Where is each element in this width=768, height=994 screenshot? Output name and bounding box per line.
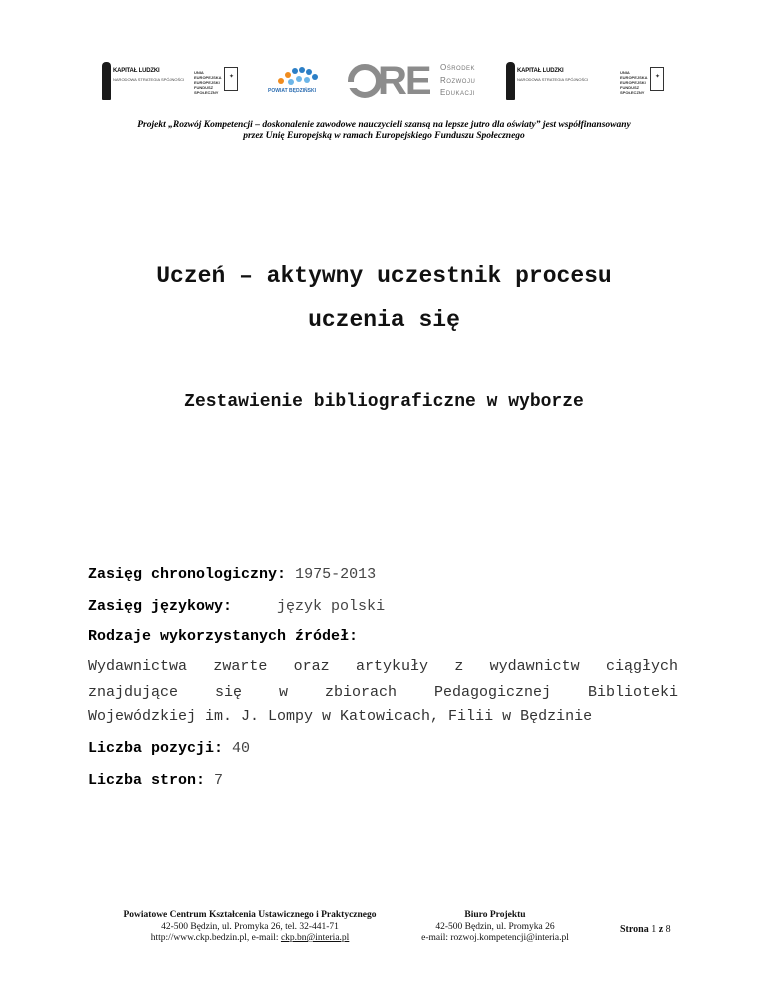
sources-line-2: znajdujące się w zbiorach Pedagogicznej Biblioteki: [88, 684, 678, 701]
header-logo-strip: [96, 60, 672, 108]
powiat-label: POWIAT BĘDZIŃSKI: [268, 88, 316, 94]
language-range: [88, 598, 678, 615]
chrono-label: Zasięg chronologiczny:: [88, 566, 287, 583]
title-line-2: uczenia się: [308, 307, 460, 333]
flame-icon: [102, 62, 111, 100]
footer-institution: Powiatowe Centrum Kształcenia Ustawicznego i Praktycznego: [123, 910, 377, 920]
footer-address: 42-500 Będzin, ul. Promyka 26, tel. 32-441-71: [161, 921, 339, 932]
pages-label: Liczba stron:: [88, 772, 206, 789]
count-label: Liczba pozycji:: [88, 740, 224, 757]
page-count: [88, 772, 678, 789]
eu-logo-text: UNIA EUROPEJSKA EUROPEJSKI FUNDUSZ SPOŁECZNY: [620, 70, 648, 95]
document-subtitle: Zestawienie bibliograficzne w wyborze: [184, 392, 584, 412]
ore-mark: RE: [378, 59, 430, 103]
project-info: [40, 120, 728, 142]
eu-logo-left: [194, 64, 238, 98]
footer-web: http://www.ckp.bedzin.pl, e-mail: ckp.bn@interia.pl: [150, 933, 350, 943]
ore-logo: [348, 59, 476, 104]
flame-icon: [506, 62, 515, 100]
chrono-value: 1975-2013: [295, 566, 377, 583]
kapital-ludzki-subtext: NARODOWA STRATEGIA SPÓJNOŚCI: [113, 77, 185, 82]
kapital-ludzki-logo-right: [506, 60, 589, 102]
lang-value: język polski: [277, 598, 386, 615]
eu-flag-icon: ✦: [224, 67, 238, 91]
sources-line-1: Wydawnictwa zwarte oraz artykuły z wydawnictw ciągłych: [88, 658, 678, 675]
footer-office-title: Biuro Projektu: [464, 910, 526, 920]
document-title: [60, 254, 708, 342]
kapital-ludzki-text: KAPITAŁ LUDZKI: [517, 68, 564, 74]
sources-line-3: Wojewódzkiej im. J. Lompy w Katowicach, Filii w Będzinie: [88, 708, 593, 725]
chronological-range: [88, 566, 678, 583]
footer-office-email: e-mail: rozwoj.kompetencji@interia.pl: [421, 933, 569, 943]
footer-office-address: 42-500 Będzin, ul. Promyka 26: [435, 921, 555, 932]
kapital-ludzki-text: KAPITAŁ LUDZKI: [113, 68, 160, 74]
ore-name: Ośrodek Rozwoju Edukacji: [440, 63, 476, 97]
item-count: [88, 740, 678, 757]
eu-logo-right: [620, 64, 664, 98]
eu-logo-text: UNIA EUROPEJSKA EUROPEJSKI FUNDUSZ SPOŁECZNY: [194, 70, 222, 95]
project-line-2: przez Unię Europejską w ramach Europejskiego Funduszu Społecznego: [243, 131, 525, 141]
eu-flag-icon: ✦: [650, 67, 664, 91]
sources-label: Rodzaje wykorzystanych źródeł:: [88, 628, 359, 645]
footer-email-link[interactable]: ckp.bn@interia.pl: [280, 933, 350, 943]
sources-heading: [88, 628, 678, 645]
title-line-1: Uczeń – aktywny uczestnik procesu: [156, 263, 612, 289]
page-indicator: Strona 1 z 8: [620, 924, 671, 935]
count-value: 40: [232, 740, 251, 757]
pages-value: 7: [214, 772, 224, 789]
kapital-ludzki-subtext: NARODOWA STRATEGIA SPÓJNOŚCI: [517, 77, 589, 82]
footer-middle: [400, 910, 590, 945]
kapital-ludzki-logo-left: [102, 60, 185, 102]
lang-label: Zasięg językowy:: [88, 598, 233, 615]
ore-circle-icon: [348, 64, 382, 98]
footer-left: [100, 910, 400, 945]
project-line-1: Projekt „Rozwój Kompetencji – doskonalenie zawodowe nauczycieli szansą na lepsze jutro dla oświaty” jest współfinansowany: [137, 120, 631, 130]
powiat-bedzinski-logo: [262, 60, 326, 102]
